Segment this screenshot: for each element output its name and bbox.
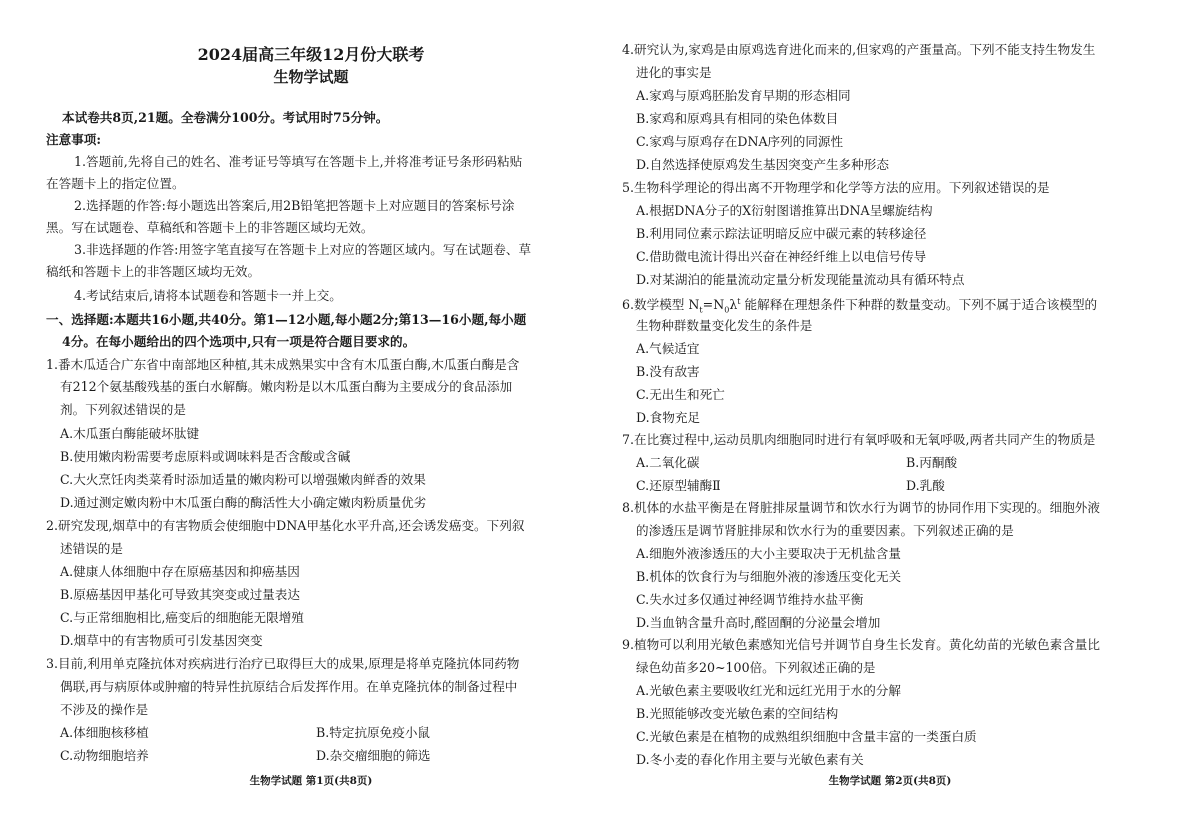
q7-option-c: C.还原型辅酶Ⅱ <box>636 478 721 493</box>
q7-stem-1: 7.在比赛过程中,运动员肌肉细胞同时进行有氧呼吸和无氧呼吸,两者共同产生的物质是 <box>622 432 1096 447</box>
q5-option-b: B.利用同位素示踪法证明暗反应中碳元素的转移途径 <box>636 226 927 241</box>
q6-sub-0: 0 <box>724 305 730 315</box>
q4-stem-1: 4.研究认为,家鸡是由原鸡选育进化而来的,但家鸡的产蛋量高。下列不能支持生物发生 <box>622 42 1096 57</box>
q6-stem-2: 生物种群数量变化发生的条件是 <box>636 318 813 333</box>
q1-option-d: D.通过测定嫩肉粉中木瓜蛋白酶的酶活性大小确定嫩肉粉质量优劣 <box>60 495 427 510</box>
q6-stem-post: 能解释在理想条件下种群的数量变动。下列不属于适合该模型的 <box>740 297 1098 313</box>
q9-option-c: C.光敏色素是在植物的成熟组织细胞中含量丰富的一类蛋白质 <box>636 729 977 744</box>
exam-title: 2024届高三年级12月份大联考 <box>197 45 425 64</box>
q3-stem-2: 偶联,再与病原体或肿瘤的特异性抗原结合后发挥作用。在单克隆抗体的制备过程中 <box>60 679 518 694</box>
q1-option-a: A.木瓜蛋白酶能破坏肽键 <box>60 426 200 441</box>
notice-3b: 稿纸和答题卡上的非答题区域均无效。 <box>46 264 261 279</box>
notice-2a: 2.选择题的作答:每小题选出答案后,用2B铅笔把答题卡上对应题目的答案标号涂 <box>74 198 515 213</box>
q5-option-c: C.借助微电流计得出兴奋在神经纤维上以电信号传导 <box>636 249 927 264</box>
q1-stem-2: 有212个氨基酸残基的蛋白水解酶。嫩肉粉是以木瓜蛋白酶为主要成分的食品添加 <box>60 379 513 394</box>
q4-option-c: C.家鸡与原鸡存在DNA序列的同源性 <box>636 134 844 149</box>
q3-stem-1: 3.目前,利用单克隆抗体对疾病进行治疗已取得巨大的成果,原理是将单克隆抗体同药物 <box>46 656 520 671</box>
q4-option-b: B.家鸡和原鸡具有相同的染色体数目 <box>636 111 839 126</box>
notice-1b: 在答题卡上的指定位置。 <box>46 176 185 191</box>
q1-option-b: B.使用嫩肉粉需要考虑原料或调味料是否含酸或含碱 <box>60 449 351 464</box>
page-1-footer: 生物学试题 第1页(共8页) <box>249 775 373 787</box>
q3-option-b: B.特定抗原免疫小鼠 <box>316 725 431 740</box>
notice-2b: 黑。写在试题卷、草稿纸和答题卡上的非答题区域均无效。 <box>46 220 374 235</box>
q8-stem-1: 8.机体的水盐平衡是在肾脏排尿量调节和饮水行为调节的协同作用下实现的。细胞外液 <box>622 500 1100 515</box>
q7-option-a: A.二氧化碳 <box>636 455 700 470</box>
q2-stem-2: 述错误的是 <box>60 541 123 556</box>
exam-subject: 生物学试题 <box>273 68 349 86</box>
q9-option-d: D.冬小麦的春化作用主要与光敏色素有关 <box>636 752 864 767</box>
q8-option-b: B.机体的饮食行为与细胞外液的渗透压变化无关 <box>636 569 902 584</box>
exam-summary: 本试卷共8页,21题。全卷满分100分。考试用时75分钟。 <box>62 110 389 125</box>
q8-option-c: C.失水过多仅通过神经调节维持水盐平衡 <box>636 592 864 607</box>
q6-option-a: A.气候适宜 <box>636 341 700 356</box>
q2-option-b: B.原癌基因甲基化可导致其突变或过量表达 <box>60 587 300 602</box>
q3-option-a: A.体细胞核移植 <box>60 725 149 740</box>
notice-4: 4.考试结束后,请将本试题卷和答题卡一并上交。 <box>74 288 342 303</box>
q2-stem-1: 2.研究发现,烟草中的有害物质会使细胞中DNA甲基化水平升高,还会诱发癌变。下列叙 <box>46 518 525 533</box>
q8-option-a: A.细胞外液渗透压的大小主要取决于无机盐含量 <box>636 546 901 561</box>
q6-option-c: C.无出生和死亡 <box>636 387 725 402</box>
q9-stem-2: 绿色幼苗多20~100倍。下列叙述正确的是 <box>636 660 876 675</box>
q4-option-d: D.自然选择使原鸡发生基因突变产生多种形态 <box>636 157 889 172</box>
q2-option-a: A.健康人体细胞中存在原癌基因和抑癌基因 <box>60 564 300 579</box>
q3-option-d: D.杂交瘤细胞的筛选 <box>316 748 431 763</box>
q1-stem-3: 剂。下列叙述错误的是 <box>60 402 186 417</box>
q6-stem-1 <box>622 294 1097 319</box>
q3-stem-3: 不涉及的操作是 <box>60 702 149 717</box>
q6-option-b: B.没有敌害 <box>636 364 700 379</box>
q4-option-a: A.家鸡与原鸡胚胎发育早期的形态相同 <box>636 88 851 103</box>
q5-option-a: A.根据DNA分子的X衍射图谱推算出DNA呈螺旋结构 <box>636 203 933 218</box>
notice-title: 注意事项: <box>46 132 102 147</box>
q6-eq: =N <box>702 297 725 313</box>
page-2 <box>622 0 1158 833</box>
q6-stem-pre: 6.数学模型 N <box>622 297 700 313</box>
q4-stem-2: 进化的事实是 <box>636 65 712 80</box>
q8-stem-2: 的渗透压是调节肾脏排尿和饮水行为的重要因素。下列叙述正确的是 <box>636 523 1014 538</box>
q9-option-b: B.光照能够改变光敏色素的空间结构 <box>636 706 839 721</box>
q7-option-d: D.乳酸 <box>906 478 945 493</box>
q3-option-c: C.动物细胞培养 <box>60 748 149 763</box>
q9-stem-1: 9.植物可以利用光敏色素感知光信号并调节自身生长发育。黄化幼苗的光敏色素含量比 <box>622 637 1100 652</box>
notice-1a: 1.答题前,先将自己的姓名、准考证号等填写在答题卡上,并将准考证号条形码粘贴 <box>74 154 523 169</box>
q1-stem-1: 1.番木瓜适合广东省中南部地区种植,其未成熟果实中含有木瓜蛋白酶,木瓜蛋白酶是含 <box>46 357 520 372</box>
page-2-footer: 生物学试题 第2页(共8页) <box>828 775 952 787</box>
q6-sub-t: t <box>699 305 703 315</box>
q8-option-d: D.当血钠含量升高时,醛固酮的分泌量会增加 <box>636 615 881 630</box>
q6-sup-t: t <box>737 297 741 306</box>
q2-option-d: D.烟草中的有害物质可引发基因突变 <box>60 633 263 648</box>
q5-option-d: D.对某湖泊的能量流动定量分析发现能量流动具有循环特点 <box>636 272 965 287</box>
section-1-line1: 一、选择题:本题共16小题,共40分。第1—12小题,每小题2分;第13—16小题,每小题 <box>46 312 527 327</box>
page-1 <box>46 0 576 833</box>
section-1-line2: 4分。在每小题给出的四个选项中,只有一项是符合题目要求的。 <box>62 334 416 349</box>
q6-lambda: λ <box>729 297 738 313</box>
q6-option-d: D.食物充足 <box>636 410 701 425</box>
q7-option-b: B.丙酮酸 <box>906 455 958 470</box>
q1-option-c: C.大火烹饪肉类菜肴时添加适量的嫩肉粉可以增强嫩肉鲜香的效果 <box>60 472 426 487</box>
notice-3a: 3.非选择题的作答:用签字笔直接写在答题卡上对应的答题区域内。写在试题卷、草 <box>74 242 532 257</box>
q2-option-c: C.与正常细胞相比,癌变后的细胞能无限增殖 <box>60 610 304 625</box>
q9-option-a: A.光敏色素主要吸收红光和远红光用于水的分解 <box>636 683 901 698</box>
q5-stem-1: 5.生物科学理论的得出离不开物理学和化学等方法的应用。下列叙述错误的是 <box>622 180 1050 195</box>
